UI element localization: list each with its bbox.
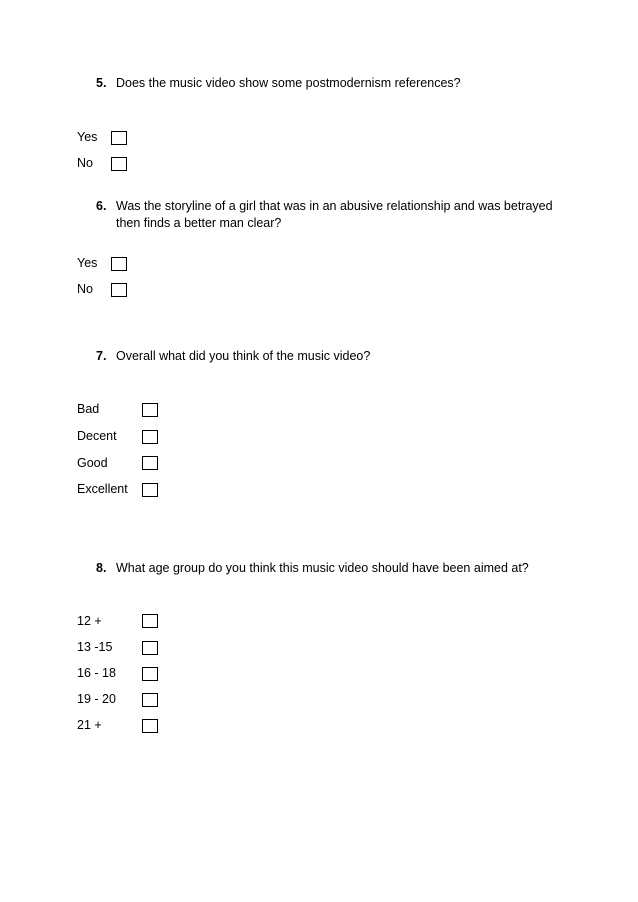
option-label-21-plus: 21 + xyxy=(77,718,102,732)
question-number: 7. xyxy=(96,349,107,363)
question-text: Was the storyline of a girl that was in an abusive relationship and was betrayed then finds a better man clear? xyxy=(116,199,553,230)
checkbox-q7-decent[interactable] xyxy=(142,430,158,444)
question-text: What age group do you think this music video should have been aimed at? xyxy=(116,561,529,575)
checkbox-q8-16-18[interactable] xyxy=(142,667,158,681)
checkbox-q5-yes[interactable] xyxy=(111,131,127,145)
option-label-no: No xyxy=(77,282,93,296)
option-label-decent: Decent xyxy=(77,429,117,443)
option-label-excellent: Excellent xyxy=(77,482,128,496)
question-text: Overall what did you think of the music video? xyxy=(116,349,371,363)
checkbox-q8-13-15[interactable] xyxy=(142,641,158,655)
checkbox-q7-excellent[interactable] xyxy=(142,483,158,497)
question-text: Does the music video show some postmodernism references? xyxy=(116,76,461,90)
question-6 xyxy=(96,198,566,232)
question-number: 6. xyxy=(96,199,107,213)
option-label-16-18: 16 - 18 xyxy=(77,666,116,680)
option-label-yes: Yes xyxy=(77,256,98,270)
question-number: 5. xyxy=(96,76,107,90)
checkbox-q8-19-20[interactable] xyxy=(142,693,158,707)
checkbox-q6-yes[interactable] xyxy=(111,257,127,271)
checkbox-q7-bad[interactable] xyxy=(142,403,158,417)
checkbox-q5-no[interactable] xyxy=(111,157,127,171)
checkbox-q7-good[interactable] xyxy=(142,456,158,470)
option-label-12-plus: 12 + xyxy=(77,614,102,628)
checkbox-q8-21-plus[interactable] xyxy=(142,719,158,733)
option-label-yes: Yes xyxy=(77,130,98,144)
option-label-good: Good xyxy=(77,456,108,470)
checkbox-q6-no[interactable] xyxy=(111,283,127,297)
option-label-13-15: 13 -15 xyxy=(77,640,113,654)
option-label-bad: Bad xyxy=(77,402,100,416)
question-7 xyxy=(96,348,566,365)
option-label-no: No xyxy=(77,156,93,170)
checkbox-q8-12-plus[interactable] xyxy=(142,614,158,628)
question-8 xyxy=(96,560,566,577)
question-5 xyxy=(96,75,566,92)
question-number: 8. xyxy=(96,561,107,575)
option-label-19-20: 19 - 20 xyxy=(77,692,116,706)
